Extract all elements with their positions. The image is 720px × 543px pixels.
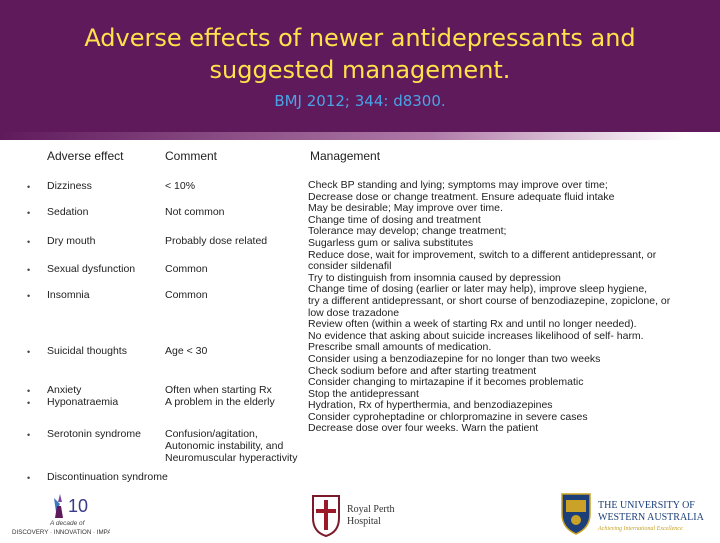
column-header-effect: Adverse effect [47, 149, 124, 163]
effect-hyponatraemia: Hyponatraemia [47, 396, 119, 408]
management-line: May be desirable; May improve over time. [308, 202, 503, 215]
management-line: Check BP standing and lying; symptoms may improve over time; [308, 179, 608, 191]
management-line: Prescribe small amounts of medication. [308, 341, 492, 354]
management-line: Try to distinguish from insomnia caused by depression [308, 271, 561, 284]
royal-perth-hospital-logo [309, 492, 419, 543]
bullet: • [27, 473, 31, 483]
comment-insomnia: Common [165, 289, 208, 301]
bullet: • [27, 398, 31, 408]
management-line: Decrease dose or change treatment. Ensure adequate fluid intake [308, 190, 615, 203]
management-line: Change time of dosing (earlier or later may help), improve sleep hygiene, [308, 283, 648, 296]
management-line: Reduce dose, wait for improvement, switch to a different antidepressant, or [308, 248, 657, 261]
management-line: Sugarless gum or saliva substitutes [308, 236, 474, 249]
column-header-management: Management [310, 149, 381, 163]
comment-sedation: Not common [165, 206, 225, 218]
effect-serotonin-syndrome: Serotonin syndrome [47, 428, 141, 440]
management-line: Tolerance may develop; change treatment; [308, 225, 507, 238]
decade-tagline-2: DISCOVERY · INNOVATION · IMPACT [12, 529, 110, 536]
management-line: Decrease dose over four weeks. Warn the patient [308, 422, 539, 435]
uwa-crest-icon [562, 494, 590, 534]
comment-sexual-dysfunction: Common [165, 263, 208, 275]
comment-hyponatraemia: A problem in the elderly [165, 396, 275, 408]
effect-sedation: Sedation [47, 206, 89, 218]
effect-discontinuation: Discontinuation syndrome [47, 471, 168, 483]
management-line: Check sodium before and after starting treatment [308, 364, 537, 377]
management-line: Consider changing to mirtazapine if it becomes problematic [308, 376, 584, 389]
management-line: Review often (within a week of starting Rx and until no longer needed). [308, 318, 637, 331]
bullet: • [27, 208, 31, 218]
rph-name-2: Hospital [347, 516, 381, 527]
management-line: low dose trazadone [308, 306, 400, 319]
column-header-comment: Comment [165, 149, 218, 163]
management-line: Stop the antidepressant [308, 387, 419, 400]
comment-serotonin-1: Confusion/agitation, [165, 428, 258, 440]
management-line: try a different antidepressant, or short course of benzodiazepine, zopiclone, or [308, 294, 671, 307]
decade-number: 10 [68, 496, 89, 516]
comment-serotonin-2: Autonomic instability, and [165, 440, 284, 452]
management-line: consider sildenafil [308, 260, 392, 273]
bullet: • [27, 182, 31, 192]
decade-tagline-1: A decade of [50, 520, 85, 527]
bullet: • [27, 265, 31, 275]
effect-dizziness: Dizziness [47, 180, 92, 192]
uwa-name-1: THE UNIVERSITY OF [598, 500, 695, 511]
comment-dry-mouth: Probably dose related [165, 235, 268, 247]
management-line: Hydration, Rx of hyperthermia, and benzodiazepines [308, 399, 553, 412]
comment-dizziness: < 10% [165, 180, 196, 192]
bullet: • [27, 237, 31, 247]
effect-anxiety: Anxiety [47, 384, 82, 396]
uwa-tagline: Achieving International Excellence [598, 526, 683, 532]
effect-suicidal-thoughts: Suicidal thoughts [47, 345, 127, 357]
decade-emblem-icon [54, 494, 63, 518]
rph-name-1: Royal Perth [347, 504, 395, 515]
uwa-name-2: WESTERN AUSTRALIA [598, 512, 704, 523]
comment-anxiety: Often when starting Rx [165, 384, 272, 396]
management-line: Consider cyproheptadine or chlorpromazine in severe cases [308, 410, 588, 423]
effect-insomnia: Insomnia [47, 289, 90, 301]
management-line: Consider using a benzodiazepine for no longer than two weeks [308, 352, 601, 365]
rph-crest-icon [313, 496, 339, 536]
management-column [308, 180, 718, 435]
uwa-logo [560, 490, 718, 541]
management-line: No evidence that asking about suicide increases likelihood of self- harm. [308, 329, 644, 342]
decade-logo [10, 490, 110, 543]
bullet: • [27, 291, 31, 301]
comment-suicidal: Age < 30 [165, 345, 208, 357]
effect-sexual-dysfunction: Sexual dysfunction [47, 263, 136, 275]
title-line-2: suggested management. [209, 56, 511, 84]
comment-serotonin-3: Neuromuscular hyperactivity [165, 452, 298, 464]
bullet: • [27, 430, 31, 440]
title-line-1: Adverse effects of newer antidepressants and [84, 24, 636, 52]
citation: BMJ 2012; 344: d8300. [274, 92, 446, 110]
effect-dry-mouth: Dry mouth [47, 235, 96, 247]
bullet: • [27, 386, 31, 396]
management-line: Change time of dosing and treatment [308, 213, 481, 226]
bullet: • [27, 347, 31, 357]
